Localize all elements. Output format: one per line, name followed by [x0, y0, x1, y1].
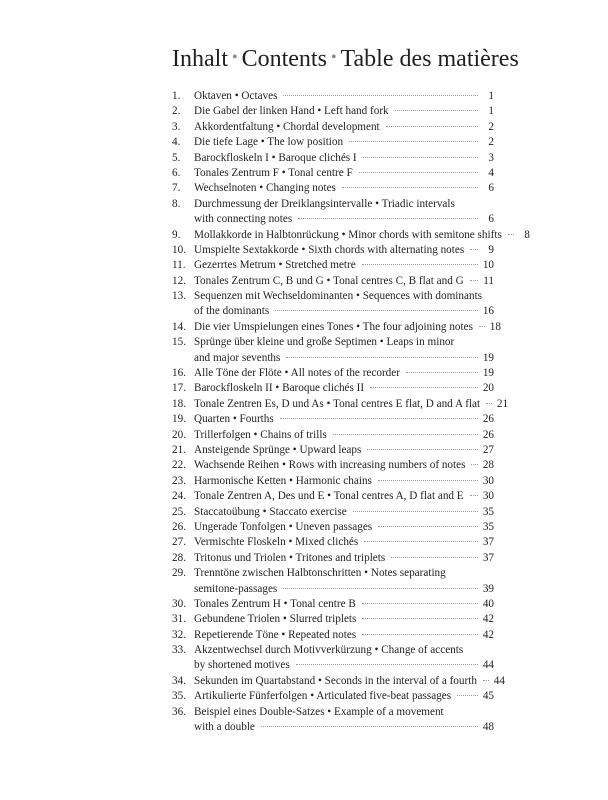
entry-line	[194, 428, 494, 443]
entry-line	[194, 705, 494, 720]
page-number: 19	[482, 351, 494, 364]
dot-leader	[395, 110, 478, 111]
entry-number: 19.	[172, 413, 186, 426]
entry-line	[194, 597, 494, 612]
dot-leader	[298, 218, 478, 219]
toc-entry	[172, 612, 494, 627]
entry-number: 24.	[172, 490, 186, 503]
entry-line	[194, 135, 494, 150]
entry-title: Wachsende Reihen • Rows with increasing numbers of notes	[194, 459, 466, 472]
dot-leader	[333, 434, 478, 435]
toc-entry	[172, 197, 494, 228]
dot-leader	[342, 187, 478, 188]
dot-leader	[486, 403, 492, 404]
toc-entry	[172, 151, 494, 166]
entry-title: Beispiel eines Double-Satzes • Example of a movement	[194, 705, 444, 718]
entry-number: 20.	[172, 428, 186, 441]
entry-title: Gezerrtes Metrum • Stretched metre	[194, 259, 356, 272]
bullet-separator: •	[330, 49, 337, 66]
entry-title: Tritonus und Triolen • Tritones and triplets	[194, 551, 386, 564]
entry-number: 2.	[172, 105, 181, 118]
entry-line	[194, 612, 494, 627]
entry-number: 36.	[172, 705, 186, 718]
toc-entry	[172, 474, 494, 489]
entry-title: Ungerade Tonfolgen • Uneven passages	[194, 520, 373, 533]
entry-title: Oktaven • Octaves	[194, 90, 278, 102]
toc-entry	[172, 274, 494, 289]
entry-line	[194, 351, 494, 366]
entry-number: 14.	[172, 320, 186, 333]
entry-line	[194, 104, 494, 119]
entry-title: Die Gabel der linken Hand • Left hand fork	[194, 105, 389, 118]
entry-number: 5.	[172, 151, 181, 164]
entry-line	[194, 197, 494, 212]
dot-leader	[362, 634, 478, 635]
dot-leader	[378, 526, 478, 527]
entry-number: 31.	[172, 613, 186, 626]
toc-entry	[172, 520, 494, 535]
entry-title: Trenntöne zwischen Halbtonschritten • Notes separating	[194, 567, 446, 580]
toc-entry	[172, 258, 494, 273]
entry-title: Die vier Umspielungen eines Tones • The four adjoining notes	[194, 320, 473, 333]
page-number: 10	[482, 259, 494, 272]
entry-title: Gebundene Triolen • Slurred triplets	[194, 613, 357, 626]
dot-leader	[353, 511, 478, 512]
dot-leader	[364, 541, 478, 542]
dot-leader	[470, 280, 478, 281]
dot-leader	[370, 387, 478, 388]
entry-line	[194, 181, 494, 196]
page-number: 8	[524, 228, 530, 241]
entry-line	[194, 520, 494, 535]
dot-leader	[457, 695, 478, 696]
toc-entry	[172, 566, 494, 597]
entry-number: 12.	[172, 274, 186, 287]
page-number: 45	[482, 690, 494, 703]
entry-number: 3.	[172, 120, 181, 133]
entry-line	[194, 628, 494, 643]
page-number: 1	[488, 105, 494, 118]
toc-entry	[172, 489, 494, 504]
entry-line	[194, 720, 494, 735]
entry-number: 22.	[172, 459, 186, 472]
dot-leader	[283, 95, 478, 96]
entry-title: Akkordentfaltung • Chordal development	[194, 120, 380, 133]
entry-number: 32.	[172, 628, 186, 641]
page-number: 19	[482, 367, 494, 380]
page-number: 44	[482, 659, 494, 672]
entry-title: Tonales Zentrum F • Tonal centre F	[194, 166, 353, 179]
dot-leader	[296, 664, 478, 665]
entry-number: 1.	[172, 90, 181, 102]
entry-line	[194, 566, 494, 581]
toc-entry	[172, 104, 494, 119]
entry-title: Sequenzen mit Wechseldominanten • Sequences with dominants	[194, 290, 483, 303]
toc-entry	[172, 674, 505, 689]
entry-title: Alle Töne der Flöte • All notes of the recorder	[194, 367, 400, 380]
entry-title: of the dominants	[194, 305, 270, 318]
entry-line	[194, 228, 530, 243]
entry-line	[194, 397, 509, 412]
page-number: 30	[482, 474, 494, 487]
entry-line	[194, 151, 494, 166]
page-number: 37	[482, 536, 494, 549]
entry-line	[194, 381, 494, 396]
dot-leader	[391, 557, 478, 558]
entry-line	[194, 304, 494, 319]
dot-leader	[280, 418, 478, 419]
dot-leader	[363, 157, 478, 158]
entry-line	[194, 582, 494, 597]
toc-entry	[172, 166, 494, 181]
entry-title: Repetierende Töne • Repeated notes	[194, 628, 357, 641]
entry-number: 30.	[172, 597, 186, 610]
page-number: 44	[493, 674, 505, 687]
page-number: 11	[483, 274, 494, 287]
toc-entry	[172, 643, 494, 674]
toc-entry	[172, 443, 494, 458]
page-number: 35	[482, 505, 494, 518]
page-number: 39	[482, 582, 494, 595]
table-of-contents	[172, 89, 530, 735]
entry-number: 8.	[172, 197, 181, 210]
toc-entry	[172, 228, 530, 243]
dot-leader	[359, 172, 478, 173]
page-number: 18	[489, 320, 501, 333]
entry-number: 9.	[172, 228, 181, 241]
entry-title: with connecting notes	[194, 213, 293, 226]
page-number: 40	[482, 597, 494, 610]
page-number: 26	[482, 413, 494, 426]
entry-line	[194, 551, 494, 566]
entry-line	[194, 120, 494, 135]
entry-line	[194, 320, 501, 335]
dot-leader	[261, 726, 478, 727]
toc-entry	[172, 628, 494, 643]
toc-entry	[172, 135, 494, 150]
entry-number: 33.	[172, 644, 186, 657]
entry-line	[194, 535, 494, 550]
entry-line	[194, 89, 494, 104]
toc-entry	[172, 289, 494, 320]
page-number: 16	[482, 305, 494, 318]
page-number: 1	[488, 90, 494, 102]
toc-entry	[172, 705, 494, 736]
entry-title: Mollakkorde in Halbtonrückung • Minor chords with semitone shifts	[194, 228, 502, 241]
toc-entry	[172, 397, 509, 412]
page-title	[172, 46, 519, 73]
page-number: 9	[488, 243, 494, 256]
entry-title: Tonales Zentrum C, B und G • Tonal centres C, B flat and G	[194, 274, 464, 287]
page-number: 26	[482, 428, 494, 441]
entry-line	[194, 258, 494, 273]
dot-leader	[483, 680, 489, 681]
entry-number: 35.	[172, 690, 186, 703]
entry-number: 15.	[172, 336, 186, 349]
entry-title: Akzentwechsel durch Motivverkürzung • Change of accents	[194, 644, 464, 657]
entry-title: and major sevenths	[194, 351, 281, 364]
entry-title: Artikulierte Fünferfolgen • Articulated five-beat passages	[194, 690, 452, 703]
entry-line	[194, 366, 494, 381]
toc-entry	[172, 366, 494, 381]
title-english: Contents	[241, 46, 327, 72]
entry-number: 34.	[172, 674, 186, 687]
entry-number: 18.	[172, 397, 186, 410]
page-number: 3	[488, 151, 494, 164]
dot-leader	[470, 495, 478, 496]
toc-entry	[172, 597, 494, 612]
entry-title: Trillerfolgen • Chains of trills	[194, 428, 327, 441]
page-number: 2	[488, 136, 494, 149]
entry-title: Die tiefe Lage • The low position	[194, 136, 344, 149]
dot-leader	[349, 141, 478, 142]
entry-line	[194, 335, 494, 350]
entry-number: 11.	[172, 259, 186, 272]
toc-entry	[172, 320, 501, 335]
toc-entry	[172, 505, 494, 520]
entry-number: 29.	[172, 567, 186, 580]
toc-entry	[172, 535, 494, 550]
entry-number: 27.	[172, 536, 186, 549]
dot-leader	[406, 372, 478, 373]
entry-title: Tonales Zentrum H • Tonal centre B	[194, 597, 356, 610]
entry-number: 10.	[172, 243, 186, 256]
entry-title: Wechselnoten • Changing notes	[194, 182, 336, 195]
entry-number: 28.	[172, 551, 186, 564]
entry-title: Tonale Zentren Es, D und As • Tonal centres E flat, D and A flat	[194, 397, 481, 410]
entry-number: 16.	[172, 367, 186, 380]
entry-line	[194, 243, 494, 258]
page-number: 4	[488, 166, 494, 179]
dot-leader	[386, 126, 478, 127]
entry-number: 7.	[172, 182, 181, 195]
entry-title: Quarten • Fourths	[194, 413, 274, 426]
page-number: 21	[496, 397, 509, 410]
entry-line	[194, 166, 494, 181]
dot-leader	[362, 264, 478, 265]
dot-leader	[471, 464, 478, 465]
toc-entry	[172, 551, 494, 566]
dot-leader	[508, 234, 514, 235]
entry-number: 21.	[172, 443, 186, 456]
dot-leader	[367, 449, 478, 450]
entry-line	[194, 474, 494, 489]
title-french: Table des matières	[340, 46, 519, 72]
entry-title: semitone-passages	[194, 582, 278, 595]
dot-leader	[470, 249, 478, 250]
page-number: 37	[482, 551, 494, 564]
toc-entry	[172, 381, 494, 396]
entry-title: Barockfloskeln I • Baroque clichés I	[194, 151, 357, 164]
page-number: 42	[482, 613, 494, 626]
toc-entry	[172, 243, 494, 258]
page-number: 27	[482, 443, 494, 456]
page-number: 6	[488, 182, 494, 195]
entry-line	[194, 443, 494, 458]
entry-number: 26.	[172, 520, 186, 533]
page-number: 6	[488, 213, 494, 226]
dot-leader	[378, 480, 478, 481]
toc-entry	[172, 120, 494, 135]
page-number: 28	[482, 459, 494, 472]
entry-title: Staccatoübung • Staccato exercise	[194, 505, 347, 518]
entry-line	[194, 274, 494, 289]
entry-title: Durchmessung der Dreiklangsintervalle • Triadic intervals	[194, 197, 455, 210]
page-number: 42	[482, 628, 494, 641]
dot-leader	[362, 618, 478, 619]
bullet-separator: •	[231, 49, 238, 66]
entry-line	[194, 489, 494, 504]
page-number: 48	[482, 721, 494, 734]
dot-leader	[283, 588, 478, 589]
page-number: 2	[488, 120, 494, 133]
entry-line	[194, 412, 494, 427]
page-number: 35	[482, 520, 494, 533]
entry-title: Vermischte Floskeln • Mixed clichés	[194, 536, 359, 549]
entry-number: 25.	[172, 505, 186, 518]
entry-title: Tonale Zentren A, Des und E • Tonal centres A, D flat and E	[194, 490, 464, 503]
entry-title: Harmonische Ketten • Harmonic chains	[194, 474, 372, 487]
dot-leader	[275, 310, 478, 311]
entry-title: Sekunden im Quartabstand • Seconds in the interval of a fourth	[194, 674, 477, 687]
entry-title: Barockfloskeln II • Baroque clichés II	[194, 382, 365, 395]
page-number: 20	[482, 382, 494, 395]
entry-number: 17.	[172, 382, 186, 395]
entry-line	[194, 658, 494, 673]
dot-leader	[362, 603, 478, 604]
entry-line	[194, 643, 494, 658]
entry-line	[194, 212, 494, 227]
entry-title: Ansteigende Sprünge • Upward leaps	[194, 443, 362, 456]
toc-entry	[172, 181, 494, 196]
dot-leader	[479, 326, 485, 327]
entry-number: 23.	[172, 474, 186, 487]
entry-title: by shortened motives	[194, 659, 290, 672]
entry-title: Sprünge über kleine und große Septimen • Leaps in minor	[194, 336, 455, 349]
entry-title: with a double	[194, 721, 255, 734]
entry-line	[194, 674, 505, 689]
page-number: 30	[482, 490, 494, 503]
toc-entry	[172, 335, 494, 366]
toc-entry	[172, 458, 494, 473]
entry-line	[194, 289, 494, 304]
entry-line	[194, 458, 494, 473]
toc-entry	[172, 412, 494, 427]
toc-entry	[172, 689, 494, 704]
entry-number: 4.	[172, 136, 181, 149]
entry-line	[194, 689, 494, 704]
toc-entry	[172, 428, 494, 443]
entry-line	[194, 505, 494, 520]
entry-title: Umspielte Sextakkorde • Sixth chords with alternating notes	[194, 243, 465, 256]
dot-leader	[286, 357, 478, 358]
toc-entry	[172, 89, 494, 104]
entry-number: 13.	[172, 290, 186, 303]
title-german: Inhalt	[172, 46, 228, 72]
entry-number: 6.	[172, 166, 181, 179]
